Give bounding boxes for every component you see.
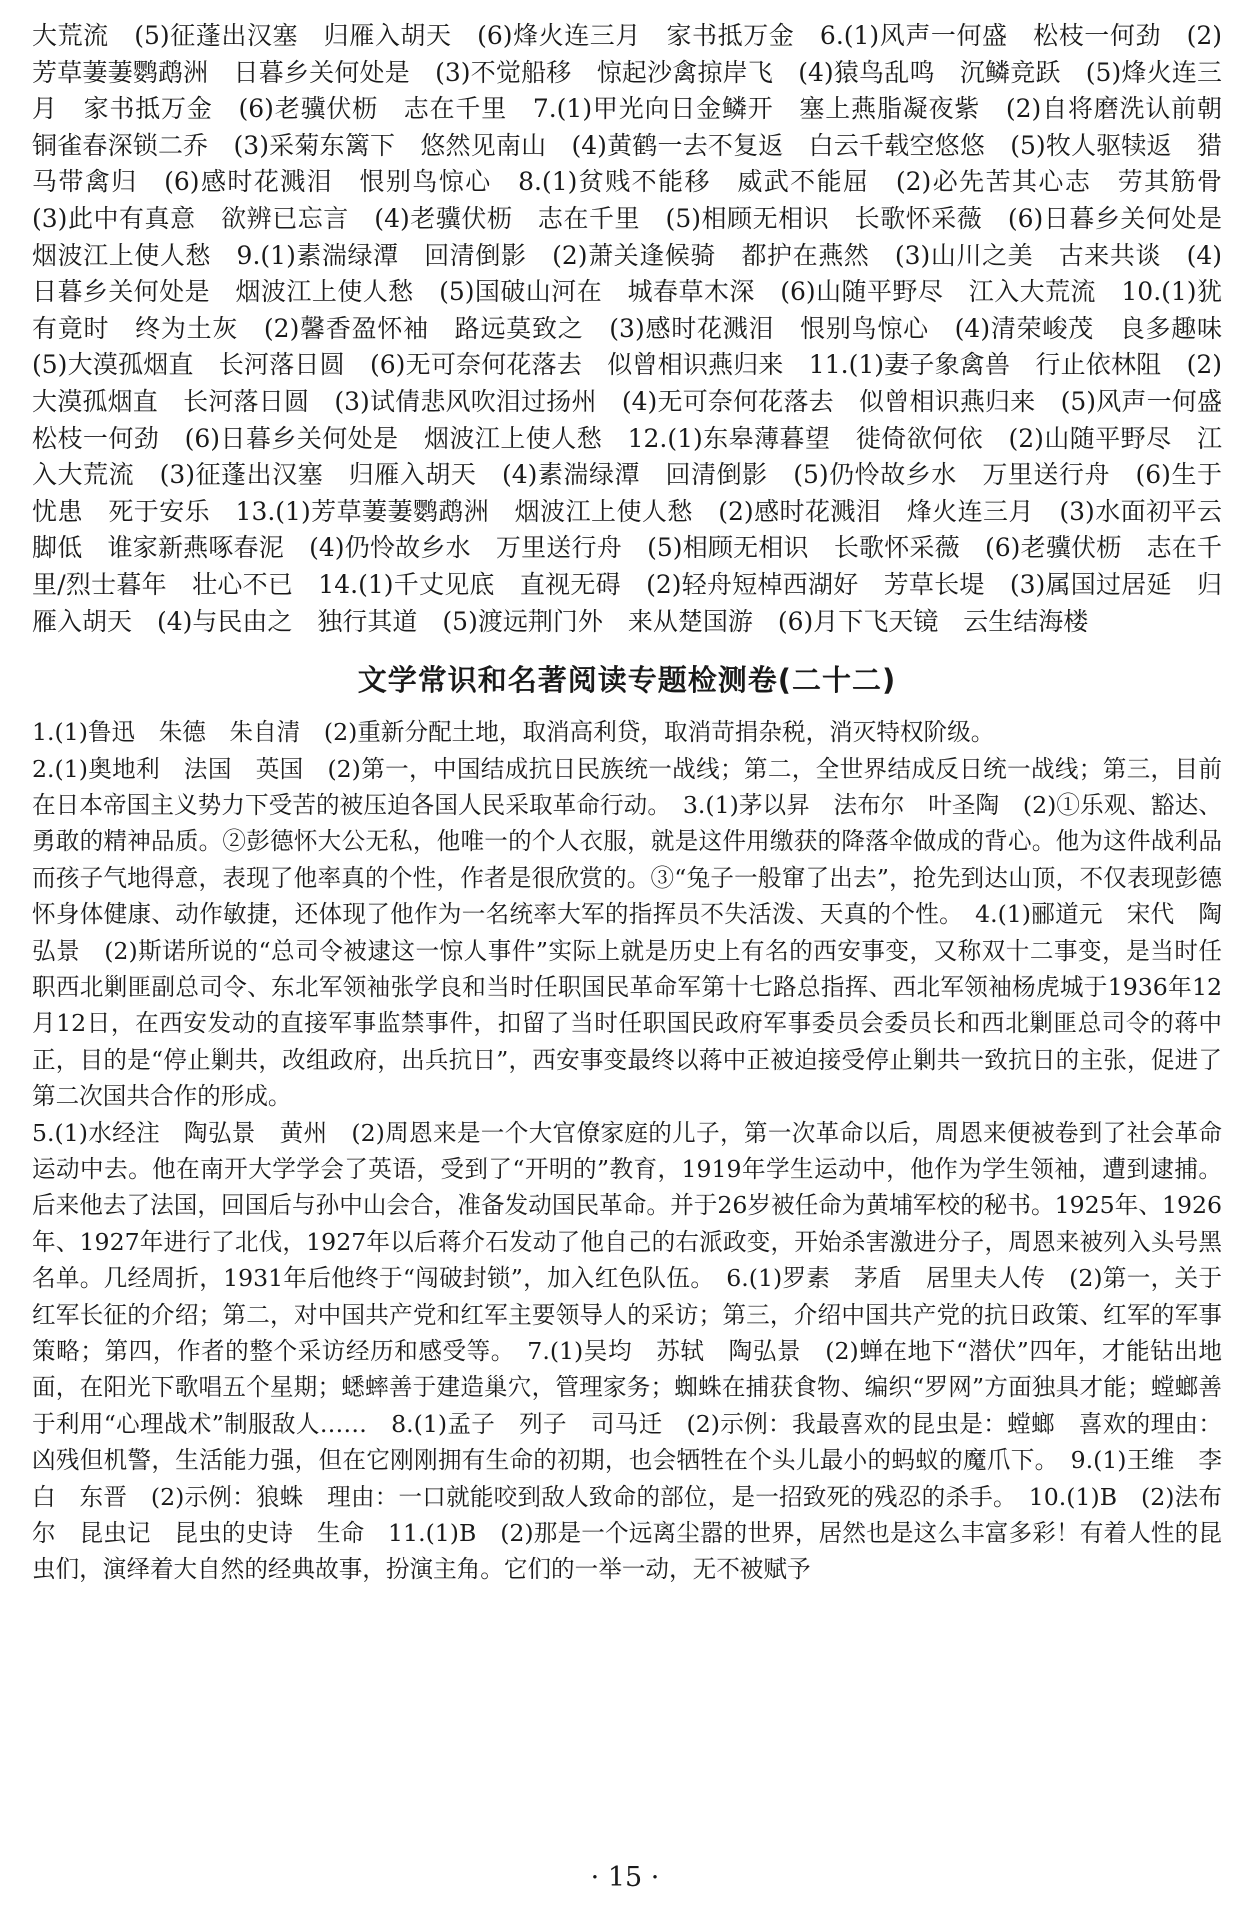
literature-answers-block: 1.(1)鲁迅 朱德 朱自清 (2)重新分配土地，取消高利贷，取消苛捐杂税，消灭特权阶级。 2.(1)奥地利 法国 英国 (2)第一，中国结成抗日民族统一战线；第二，全世界结成反日统一战线；第三，目前在日本帝国主义势力下受苦的被压迫各国人民采取革命行动。 3.(1)茅以昇 法布尔 叶圣陶 (2)①乐观、豁达、勇敢的精神品质。②彭德怀大公无私，他唯一的个人衣服，就是这件用缴获的降落伞做成的背心。他为这件战利品而孩子气地得意，表现了他率真的个性，作者是很欣赏的。③“兔子一般窜了出去”，抢先到达山顶，不仅表现彭德怀身体健康、动作敏捷，还体现了他作为一名统率大军的指挥员不失活泼、天真的个性。 4.(1)郦道元 宋代 陶弘景 (2)斯诺所说的“总司令被逮这一惊人事件”实际上就是历史上有名的西安事变，又称双十二事变，是当时任职西北剿匪副总司令、东北军领袖张学良和当时任职国民革命军第十七路总指挥、西北军领袖杨虎城于1936年12月12日，在西安发动的直接军事监禁事件，扣留了当时任职国民政府军事委员会委员长和西北剿匪总司令的蒋中正，目的是“停止剿共，改组政府，出兵抗日”，西安事变最终以蒋中正被迫接受停止剿共一致抗日的主张，促进了第二次国共合作的形成。 5.(1)水经注 陶弘景 黄州 (2)周恩来是一个大官僚家庭的儿子，第一次革命以后，周恩来便被卷到了社会革命运动中去。他在南开大学学会了英语，受到了“开明的”教育，1919年学生运动中，他作为学生领袖，遭到逮捕。后来他去了法国，回国后与孙中山会合，准备发动国民革命。并于26岁被任命为黄埔军校的秘书。1925年、1926年、1927年进行了北伐，1927年以后蒋介石发动了他自己的右派政变，开始杀害激进分子，周恩来被列入头号黑名单。几经周折，1931年后他终于“闯破封锁”，加入红色队伍。 6.(1)罗素 茅盾 居里夫人传 (2)第一，关于红军长征的介绍；第二，对中国共产党和红军主要领导人的采访；第三，介绍中国共产党的抗日政策、红军的军事策略；第四，作者的整个采访经历和感受等。 7.(1)吴均 苏轼 陶弘景 (2)蝉在地下“潜伏”四年，才能钻出地面，在阳光下歌唱五个星期；蟋蟀善于建造巢穴，管理家务；蜘蛛在捕获食物、编织“罗网”方面独具才能；螳螂善于利用“心理战术”制服敌人…… 8.(1)孟子 列子 司马迁 (2)示例：我最喜欢的昆虫是：螳螂 喜欢的理由：凶残但机警，生活能力强，但在它刚刚拥有生命的初期，也会牺牲在个头儿最小的蚂蚁的魔爪下。 9.(1)王维 李白 东晋 (2)示例：狼蛛 理由：一口就能咬到敌人致命的部位，是一招致死的残忍的杀手。 10.(1)B (2)法布尔 昆虫记 昆虫的史诗 生命 11.(1)B (2)那是一个远离尘嚣的世界，居然也是这么丰富多彩！有着人性的昆虫们，演绎着大自然的经典故事，扮演主角。它们的一举一动，无不被赋予 bbox=[32, 718, 1222, 1584]
page-number: · 15 · bbox=[590, 1862, 660, 1893]
answer-page bbox=[32, 18, 1248, 1588]
section-heading: 文学常识和名著阅读专题检测卷(二十二) bbox=[357, 663, 897, 698]
poetry-answers-block: 大荒流 (5)征蓬出汉塞 归雁入胡天 (6)烽火连三月 家书抵万金 6.(1)风声一何盛 松枝一何劲 (2)芳草萋萋鹦鹉洲 日暮乡关何处是 (3)不觉船移 惊起沙禽掠岸飞 (4)猿鸟乱鸣 沉鳞竞跃 (5)烽火连三月 家书抵万金 (6)老骥伏枥 志在千里 7.(1)甲光向日金鳞开 塞上燕脂凝夜紫 (2)自将磨洗认前朝 铜雀春深锁二乔 (3)采菊东篱下 悠然见南山 (4)黄鹤一去不复返 白云千载空悠悠 (5)牧人驱犊返 猎马带禽归 (6)感时花溅泪 恨别鸟惊心 8.(1)贫贱不能移 威武不能屈 (2)必先苦其心志 劳其筋骨 (3)此中有真意 欲辨已忘言 (4)老骥伏枥 志在千里 (5)相顾无相识 长歌怀采薇 (6)日暮乡关何处是 烟波江上使人愁 9.(1)素湍绿潭 回清倒影 (2)萧关逢候骑 都护在燕然 (3)山川之美 古来共谈 (4)日暮乡关何处是 烟波江上使人愁 (5)国破山河在 城春草木深 (6)山随平野尽 江入大荒流 10.(1)犹有竟时 终为土灰 (2)馨香盈怀袖 路远莫致之 (3)感时花溅泪 恨别鸟惊心 (4)清荣峻茂 良多趣味 (5)大漠孤烟直 长河落日圆 (6)无可奈何花落去 似曾相识燕归来 11.(1)妻子象禽兽 行止依林阻 (2)大漠孤烟直 长河落日圆 (3)试倩悲风吹泪过扬州 (4)无可奈何花落去 似曾相识燕归来 (5)风声一何盛 松枝一何劲 (6)日暮乡关何处是 烟波江上使人愁 12.(1)东皋薄暮望 徙倚欲何依 (2)山随平野尽 江入大荒流 (3)征蓬出汉塞 归雁入胡天 (4)素湍绿潭 回清倒影 (5)仍怜故乡水 万里送行舟 (6)生于忧患 死于安乐 13.(1)芳草萋萋鹦鹉洲 烟波江上使人愁 (2)感时花溅泪 烽火连三月 (3)水面初平云脚低 谁家新燕啄春泥 (4)仍怜故乡水 万里送行舟 (5)相顾无相识 长歌怀采薇 (6)老骥伏枥 志在千里/烈士暮年 壮心不已 14.(1)千丈见底 直视无碍 (2)轻舟短棹西湖好 芳草长堤 (3)属国过居延 归雁入胡天 (4)与民由之 独行其道 (5)渡远荆门外 来从楚国游 (6)月下飞天镜 云生结海楼 bbox=[32, 21, 1248, 636]
